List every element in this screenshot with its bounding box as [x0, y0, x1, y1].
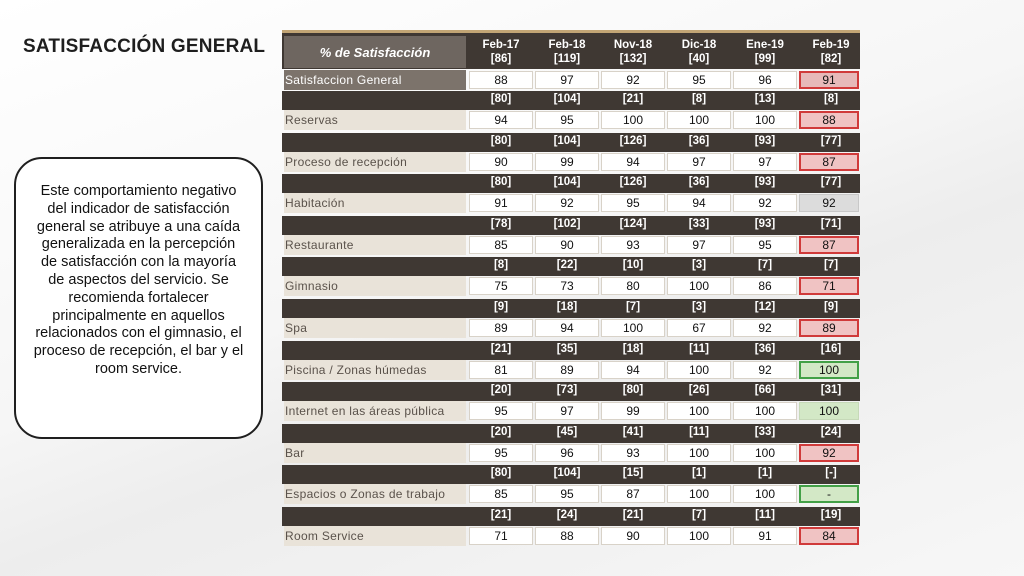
column-header [798, 38, 864, 66]
sample-size-cell: [24] [820, 425, 842, 438]
sample-size-label-spacer [282, 91, 466, 110]
column-header [534, 38, 600, 66]
value-row [282, 152, 860, 172]
column-sample-size: [132] [619, 53, 647, 65]
sample-size-label-spacer [282, 424, 466, 443]
sample-size-cell: [21] [490, 508, 512, 521]
sample-size-cell: [104] [553, 134, 581, 147]
sample-size-cell: [66] [754, 384, 776, 397]
table-row [282, 216, 860, 258]
value-row [282, 235, 860, 255]
sample-size-cell: [7] [823, 259, 839, 272]
value-cell-highlighted: 91 [799, 71, 859, 89]
sample-size-cell: [9] [823, 300, 839, 313]
table-row [282, 341, 860, 383]
value-cell: 88 [799, 111, 859, 129]
value-cell: 90 [469, 153, 533, 171]
sample-size-cell: [31] [820, 384, 842, 397]
column-sample-size: [119] [553, 53, 581, 65]
sample-size-cell: [8] [691, 93, 707, 105]
sample-size-cell: [77] [820, 134, 842, 147]
sample-size-label-spacer [282, 257, 466, 276]
row-label: Habitación [284, 193, 466, 213]
sample-size-label-spacer [282, 507, 466, 526]
sample-size-cell: [73] [556, 384, 578, 397]
table-row [282, 507, 860, 549]
column-sample-size: [82] [820, 53, 842, 65]
table-row [282, 91, 860, 133]
column-period: Feb-17 [482, 39, 520, 51]
value-cell: 95 [601, 194, 665, 212]
value-cell: 71 [799, 277, 859, 295]
column-period: Ene-19 [746, 39, 784, 51]
value-cell: 80 [601, 277, 665, 295]
table-row [282, 424, 860, 466]
sample-size-cell: [18] [622, 342, 644, 355]
value-cell: 95 [469, 402, 533, 420]
value-cell: 100 [799, 402, 859, 420]
value-cell: 91 [733, 527, 797, 545]
sample-size-cell: [-] [825, 467, 837, 480]
table-header-label: % de Satisfacción [284, 36, 466, 68]
value-cell: 94 [469, 111, 533, 129]
sample-size-cell: [24] [556, 508, 578, 521]
value-cell: 96 [535, 444, 599, 462]
sample-size-cell: [80] [490, 176, 512, 189]
row-label: Proceso de recepción [284, 152, 466, 172]
sample-size-cell: [80] [490, 134, 512, 147]
column-period: Dic-18 [681, 39, 717, 51]
sample-size-cell: [7] [691, 508, 707, 521]
value-cell: 90 [535, 236, 599, 254]
table-row [282, 465, 860, 507]
value-cell: 100 [667, 444, 731, 462]
value-cell: 81 [469, 361, 533, 379]
value-cell: 92 [535, 194, 599, 212]
value-cell: 87 [799, 236, 859, 254]
table-row [282, 133, 860, 175]
sample-size-cell: [22] [556, 259, 578, 272]
table-row [282, 299, 860, 341]
value-cell: 92 [733, 194, 797, 212]
value-cell: 95 [535, 111, 599, 129]
sample-size-label-spacer [282, 382, 466, 401]
sample-size-label-spacer [282, 133, 466, 152]
sample-size-row [282, 91, 860, 110]
value-cell: 100 [601, 319, 665, 337]
value-cell: - [799, 485, 859, 503]
value-cell: 94 [667, 194, 731, 212]
value-row [282, 401, 860, 421]
value-cell: 96 [733, 71, 797, 89]
value-cell: 95 [733, 236, 797, 254]
value-cell: 97 [535, 71, 599, 89]
sample-size-cell: [78] [490, 217, 512, 230]
sample-size-cell: [8] [823, 93, 839, 105]
value-row [282, 443, 860, 463]
sample-size-cell: [77] [820, 176, 842, 189]
value-cell: 100 [733, 444, 797, 462]
sample-size-cell: [21] [622, 93, 644, 105]
sample-size-label-spacer [282, 341, 466, 360]
sample-size-cell: [11] [755, 508, 775, 521]
value-cell: 88 [535, 527, 599, 545]
sample-size-cell: [7] [625, 300, 641, 313]
value-cell: 85 [469, 236, 533, 254]
sample-size-cell: [21] [490, 342, 512, 355]
value-cell: 93 [601, 444, 665, 462]
sample-size-cell: [126] [619, 134, 647, 147]
column-header [666, 38, 732, 66]
value-row [282, 193, 860, 213]
sample-size-row [282, 299, 860, 318]
value-row [282, 484, 860, 504]
sample-size-cell: [104] [553, 176, 581, 189]
row-label: Reservas [284, 110, 466, 130]
sample-size-cell: [11] [689, 342, 709, 355]
value-cell: 100 [601, 111, 665, 129]
value-cell: 95 [469, 444, 533, 462]
value-row [282, 360, 860, 380]
column-header [468, 38, 534, 66]
sample-size-cell: [124] [619, 217, 647, 230]
value-cell: 94 [601, 153, 665, 171]
value-cell: 87 [601, 485, 665, 503]
row-label: Internet en las áreas pública [284, 401, 466, 421]
value-cell: 100 [667, 402, 731, 420]
sample-size-label-spacer [282, 299, 466, 318]
row-label: Piscina / Zonas húmedas [284, 360, 466, 380]
value-cell: 94 [535, 319, 599, 337]
column-header [732, 38, 798, 66]
value-cell: 92 [733, 319, 797, 337]
value-cell: 100 [667, 361, 731, 379]
sample-size-cell: [19] [820, 508, 842, 521]
sample-size-cell: [26] [688, 384, 710, 397]
value-cell: 84 [799, 527, 859, 545]
sample-size-cell: [12] [754, 300, 776, 313]
sample-size-cell: [20] [490, 384, 512, 397]
value-cell: 99 [535, 153, 599, 171]
value-cell: 91 [469, 194, 533, 212]
sample-size-cell: [11] [689, 425, 709, 438]
sample-size-row [282, 507, 860, 526]
value-cell: 73 [535, 277, 599, 295]
sample-size-cell: [35] [556, 342, 578, 355]
value-cell: 100 [799, 361, 859, 379]
sample-size-cell: [71] [820, 217, 842, 230]
sample-size-cell: [20] [490, 425, 512, 438]
sample-size-cell: [15] [622, 467, 644, 480]
sample-size-cell: [1] [757, 467, 773, 480]
value-cell: 86 [733, 277, 797, 295]
sample-size-cell: [33] [754, 425, 776, 438]
value-cell: 92 [733, 361, 797, 379]
value-cell: 97 [535, 402, 599, 420]
sample-size-row [282, 257, 860, 276]
general-row [282, 69, 860, 91]
value-cell: 100 [733, 402, 797, 420]
sample-size-row [282, 424, 860, 443]
sample-size-cell: [3] [691, 259, 707, 272]
sample-size-cell: [104] [553, 93, 581, 105]
table-body [282, 91, 860, 549]
row-label: Espacios o Zonas de trabajo [284, 484, 466, 504]
sample-size-row [282, 174, 860, 193]
value-cell: 92 [799, 194, 859, 212]
value-cell: 90 [601, 527, 665, 545]
value-row [282, 526, 860, 546]
value-cell: 87 [799, 153, 859, 171]
value-cell: 100 [667, 527, 731, 545]
row-label: Gimnasio [284, 276, 466, 296]
column-sample-size: [99] [754, 53, 776, 65]
page-title: SATISFACCIÓN GENERAL [23, 36, 266, 57]
row-label: Restaurante [284, 235, 466, 255]
row-label: Spa [284, 318, 466, 338]
table-header-row [282, 30, 860, 69]
value-row [282, 276, 860, 296]
value-cell: 100 [667, 111, 731, 129]
sample-size-cell: [93] [754, 134, 776, 147]
value-cell: 97 [667, 236, 731, 254]
column-sample-size: [40] [688, 53, 710, 65]
column-period: Nov-18 [613, 39, 653, 51]
column-sample-size: [86] [490, 53, 512, 65]
value-cell: 100 [733, 111, 797, 129]
value-cell: 100 [667, 485, 731, 503]
sample-size-cell: [33] [688, 217, 710, 230]
value-cell: 92 [799, 444, 859, 462]
value-cell: 100 [667, 277, 731, 295]
value-cell: 85 [469, 485, 533, 503]
sample-size-cell: [41] [622, 425, 644, 438]
sample-size-label-spacer [282, 465, 466, 484]
sample-size-row [282, 382, 860, 401]
column-period: Feb-18 [548, 39, 586, 51]
sample-size-row [282, 341, 860, 360]
sample-size-cell: [80] [490, 467, 512, 480]
table-row [282, 382, 860, 424]
value-cell: 94 [601, 361, 665, 379]
row-label: Room Service [284, 526, 466, 546]
sample-size-cell: [3] [691, 300, 707, 313]
sample-size-cell: [36] [688, 176, 710, 189]
value-cell: 100 [733, 485, 797, 503]
table-row [282, 174, 860, 216]
value-cell: 71 [469, 527, 533, 545]
sample-size-cell: [13] [754, 93, 776, 105]
sample-size-cell: [102] [553, 217, 581, 230]
table-row [282, 257, 860, 299]
sample-size-cell: [10] [622, 259, 644, 272]
value-cell: 89 [535, 361, 599, 379]
sample-size-cell: [93] [754, 217, 776, 230]
value-row [282, 318, 860, 338]
column-period: Feb-19 [812, 39, 850, 51]
sample-size-cell: [104] [553, 467, 581, 480]
value-cell: 97 [667, 153, 731, 171]
sample-size-cell: [93] [754, 176, 776, 189]
value-cell: 88 [469, 71, 533, 89]
sample-size-cell: [45] [556, 425, 578, 438]
sample-size-cell: [36] [688, 134, 710, 147]
sample-size-row [282, 465, 860, 484]
sample-size-label-spacer [282, 174, 466, 193]
sample-size-label-spacer [282, 216, 466, 235]
sample-size-row [282, 133, 860, 152]
column-header [600, 38, 666, 66]
value-cell: 93 [601, 236, 665, 254]
callout-box: Este comportamiento negativo del indicador de satisfacción general se atribuye a una caída generalizada en la percepción de satisfacción con la mayoría de aspectos del servicio. Se recomienda fortalecer principalmente en aquellos relacionados con el gimnasio, el proceso de recepción, el bar y el room service. [14, 157, 263, 439]
sample-size-cell: [18] [556, 300, 578, 313]
value-cell: 92 [601, 71, 665, 89]
sample-size-cell: [16] [820, 342, 842, 355]
value-cell: 89 [799, 319, 859, 337]
satisfaction-table [282, 30, 860, 549]
sample-size-cell: [126] [619, 176, 647, 189]
sample-size-cell: [80] [490, 93, 512, 105]
row-label: Satisfaccion General [284, 70, 466, 90]
value-cell: 67 [667, 319, 731, 337]
sample-size-cell: [80] [622, 384, 644, 397]
value-cell: 95 [667, 71, 731, 89]
value-cell: 75 [469, 277, 533, 295]
value-row [282, 110, 860, 130]
sample-size-cell: [36] [754, 342, 776, 355]
sample-size-cell: [8] [493, 259, 509, 272]
sample-size-cell: [9] [493, 300, 509, 313]
value-cell: 99 [601, 402, 665, 420]
sample-size-cell: [1] [691, 467, 707, 480]
sample-size-row [282, 216, 860, 235]
value-cell: 89 [469, 319, 533, 337]
row-label: Bar [284, 443, 466, 463]
sample-size-cell: [7] [757, 259, 773, 272]
sample-size-cell: [21] [622, 508, 644, 521]
value-cell: 95 [535, 485, 599, 503]
value-cell: 97 [733, 153, 797, 171]
